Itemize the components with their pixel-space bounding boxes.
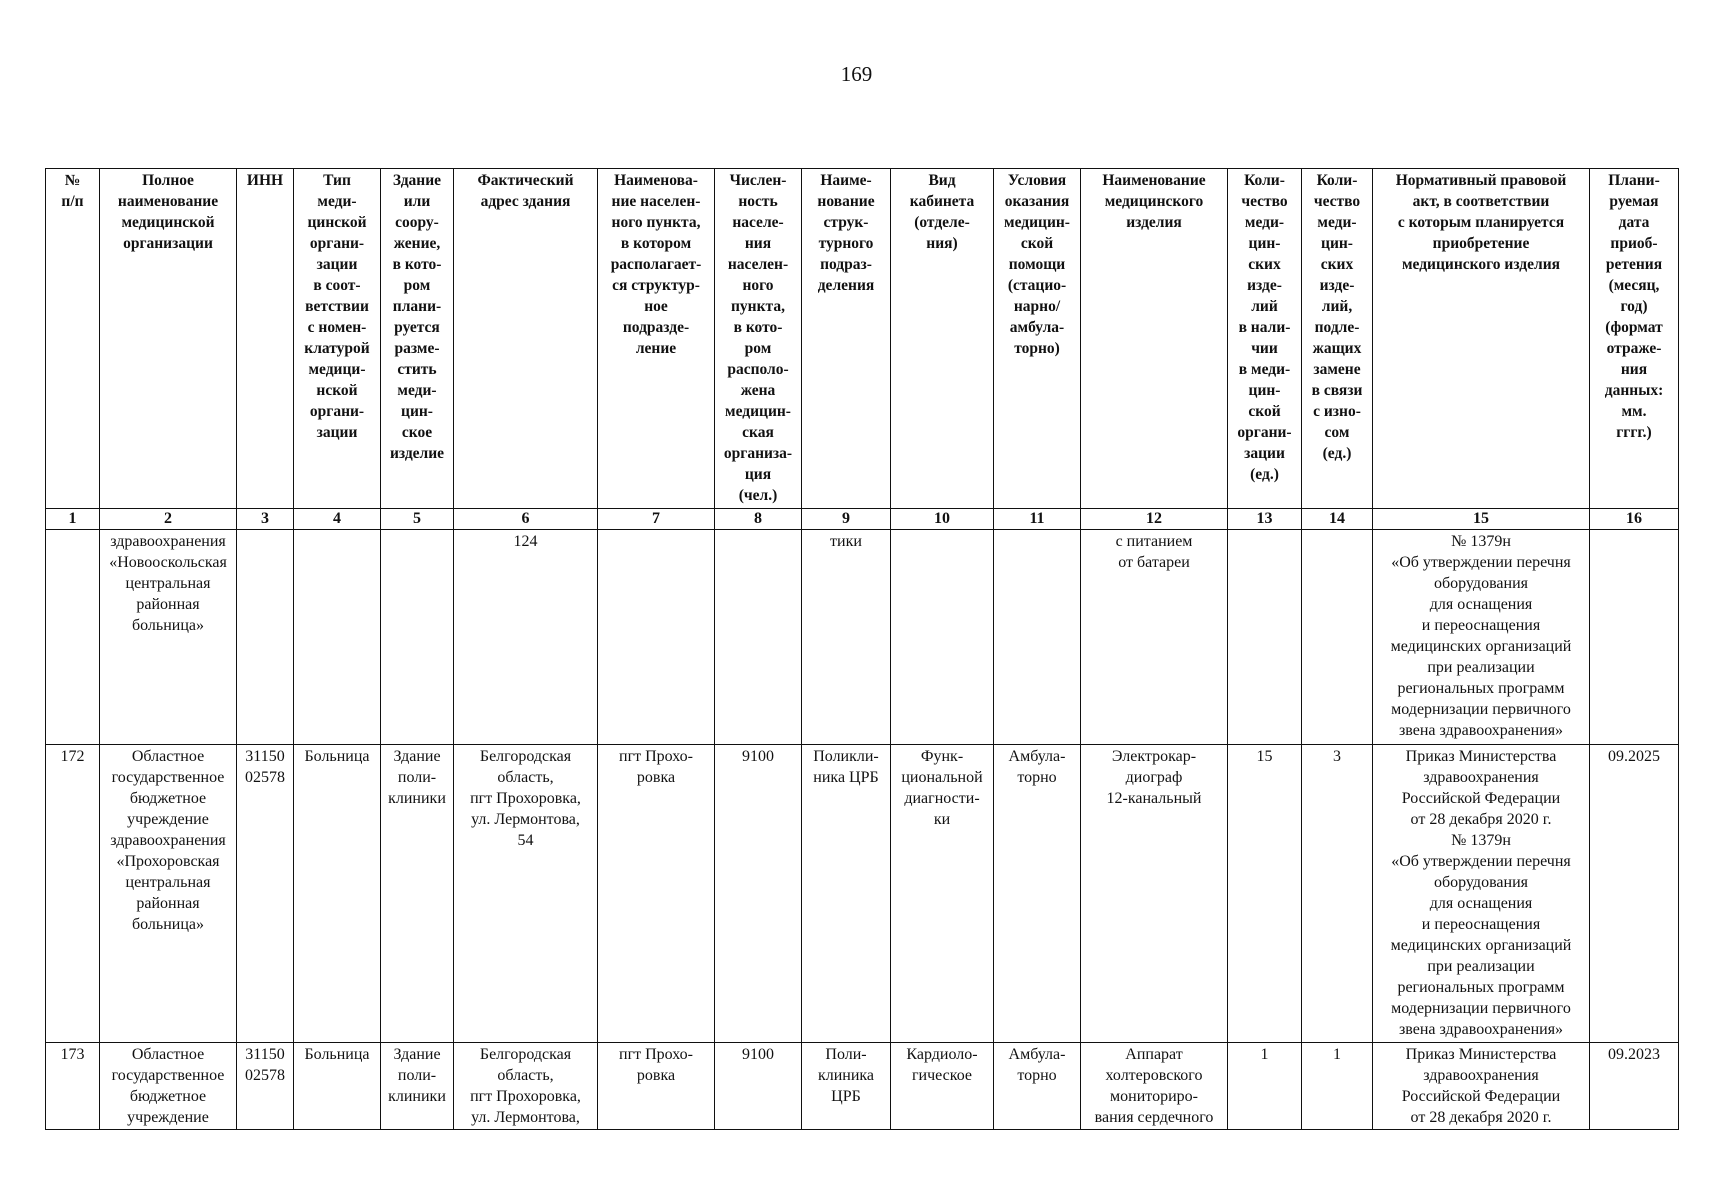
table-cell: 15 — [1228, 745, 1302, 1043]
table-cell — [381, 530, 454, 745]
column-number: 1 — [46, 509, 100, 530]
column-number: 7 — [598, 509, 715, 530]
header-cell: Тип меди- цинской органи- зации в соот- ветствии с номен- клатурой медици- нской органи- зации — [294, 169, 381, 509]
column-number: 11 — [994, 509, 1081, 530]
column-number: 8 — [715, 509, 802, 530]
table-row — [46, 1043, 1679, 1130]
table-cell: № 1379н «Об утверждении перечня оборудования для оснащения и переоснащения медицинских организаций при реализации региональных программ модернизации первичного звена здравоохранения» — [1373, 530, 1590, 745]
table-cell: 9100 — [715, 1043, 802, 1130]
column-number: 5 — [381, 509, 454, 530]
header-cell: Плани- руемая дата приоб- ретения (месяц, год) (формат отраже- ния данных: мм. гггг.) — [1590, 169, 1679, 509]
column-number: 4 — [294, 509, 381, 530]
table-cell: Областное государственное бюджетное учреждение здравоохранения «Прохоровская центральная районная больница» — [100, 745, 237, 1043]
column-number: 14 — [1302, 509, 1373, 530]
header-cell: Условия оказания медицин- ской помощи (стацио- нарно/ амбула- торно) — [994, 169, 1081, 509]
table-cell: пгт Прохо- ровка — [598, 745, 715, 1043]
column-number: 13 — [1228, 509, 1302, 530]
header-cell: Наименова- ние населен- ного пункта, в котором располагает- ся структур- ное подразде- ление — [598, 169, 715, 509]
table-cell: 09.2025 — [1590, 745, 1679, 1043]
table-cell: с питанием от батареи — [1081, 530, 1228, 745]
table-cell: Амбула- торно — [994, 745, 1081, 1043]
column-number: 15 — [1373, 509, 1590, 530]
header-cell: ИНН — [237, 169, 294, 509]
table-cell: тики — [802, 530, 891, 745]
header-cell: Коли- чество меди- цин- ских изде- лий в нали- чии в меди- цин- ской органи- зации (ед.) — [1228, 169, 1302, 509]
table-cell: Здание поли- клиники — [381, 745, 454, 1043]
table-cell — [715, 530, 802, 745]
header-cell: Наименование медицинского изделия — [1081, 169, 1228, 509]
table-cell — [598, 530, 715, 745]
table-cell: 9100 — [715, 745, 802, 1043]
table-cell: Поли- клиника ЦРБ — [802, 1043, 891, 1130]
table-cell — [1302, 530, 1373, 745]
table-cell: 1 — [1228, 1043, 1302, 1130]
column-number: 10 — [891, 509, 994, 530]
header-cell: № п/п — [46, 169, 100, 509]
table-cell: Кардиоло- гическое — [891, 1043, 994, 1130]
table-cell: 31150 02578 — [237, 745, 294, 1043]
table-cell: 3 — [1302, 745, 1373, 1043]
table-row — [46, 745, 1679, 1043]
header-cell: Здание или соору- жение, в кото- ром плани- руется разме- стить меди- цин- ское изделие — [381, 169, 454, 509]
table-cell: Электрокар- диограф 12-канальный — [1081, 745, 1228, 1043]
table-cell: пгт Прохо- ровка — [598, 1043, 715, 1130]
table-cell: Аппарат холтеровского мониториро- вания сердечного — [1081, 1043, 1228, 1130]
column-number: 16 — [1590, 509, 1679, 530]
header-cell: Вид кабинета (отделе- ния) — [891, 169, 994, 509]
equipment-table — [45, 168, 1679, 1130]
table-cell — [237, 530, 294, 745]
header-cell: Наиме- нование струк- турного подраз- деления — [802, 169, 891, 509]
page-number: 169 — [840, 62, 873, 86]
table-cell: Белгородская область, пгт Прохоровка, ул. Лермонтова, — [454, 1043, 598, 1130]
table-cell — [294, 530, 381, 745]
table-cell: Амбула- торно — [994, 1043, 1081, 1130]
header-row — [46, 169, 1679, 509]
header-cell: Полное наименование медицинской организации — [100, 169, 237, 509]
column-number: 9 — [802, 509, 891, 530]
table-cell: Больница — [294, 1043, 381, 1130]
table-cell: Приказ Министерства здравоохранения Российской Федерации от 28 декабря 2020 г. № 1379н «Об утверждении перечня оборудования для оснащения и переоснащения медицинских организаций при реализации региональных программ модернизации первичного звена здравоохранения» — [1373, 745, 1590, 1043]
table-cell: Функ- циональной диагности- ки — [891, 745, 994, 1043]
table-cell — [46, 530, 100, 745]
table-row — [46, 530, 1679, 745]
table-cell: 173 — [46, 1043, 100, 1130]
header-cell: Числен- ность населе- ния населен- ного пункта, в кото- ром располо- жена медицин- ская организа- ция (чел.) — [715, 169, 802, 509]
header-cell: Нормативный правовой акт, в соответствии с которым планируется приобретение медицинского изделия — [1373, 169, 1590, 509]
table-cell — [994, 530, 1081, 745]
table-cell: Здание поли- клиники — [381, 1043, 454, 1130]
table-cell: 172 — [46, 745, 100, 1043]
column-number-row — [46, 509, 1679, 530]
table-cell — [1590, 530, 1679, 745]
table-cell: Приказ Министерства здравоохранения Российской Федерации от 28 декабря 2020 г. — [1373, 1043, 1590, 1130]
table-cell: 124 — [454, 530, 598, 745]
column-number: 12 — [1081, 509, 1228, 530]
table-cell — [891, 530, 994, 745]
header-cell: Коли- чество меди- цин- ских изде- лий, подле- жащих замене в связи с изно- сом (ед.) — [1302, 169, 1373, 509]
table-cell: Больница — [294, 745, 381, 1043]
column-number: 6 — [454, 509, 598, 530]
table-cell: 31150 02578 — [237, 1043, 294, 1130]
column-number: 3 — [237, 509, 294, 530]
table-cell: здравоохранения «Новооскольская центральная районная больница» — [100, 530, 237, 745]
table-cell — [1228, 530, 1302, 745]
table-cell: 09.2023 — [1590, 1043, 1679, 1130]
table-cell: Областное государственное бюджетное учреждение — [100, 1043, 237, 1130]
header-cell: Фактический адрес здания — [454, 169, 598, 509]
table-cell: Белгородская область, пгт Прохоровка, ул. Лермонтова, 54 — [454, 745, 598, 1043]
table-cell: 1 — [1302, 1043, 1373, 1130]
table-cell: Поликли- ника ЦРБ — [802, 745, 891, 1043]
column-number: 2 — [100, 509, 237, 530]
